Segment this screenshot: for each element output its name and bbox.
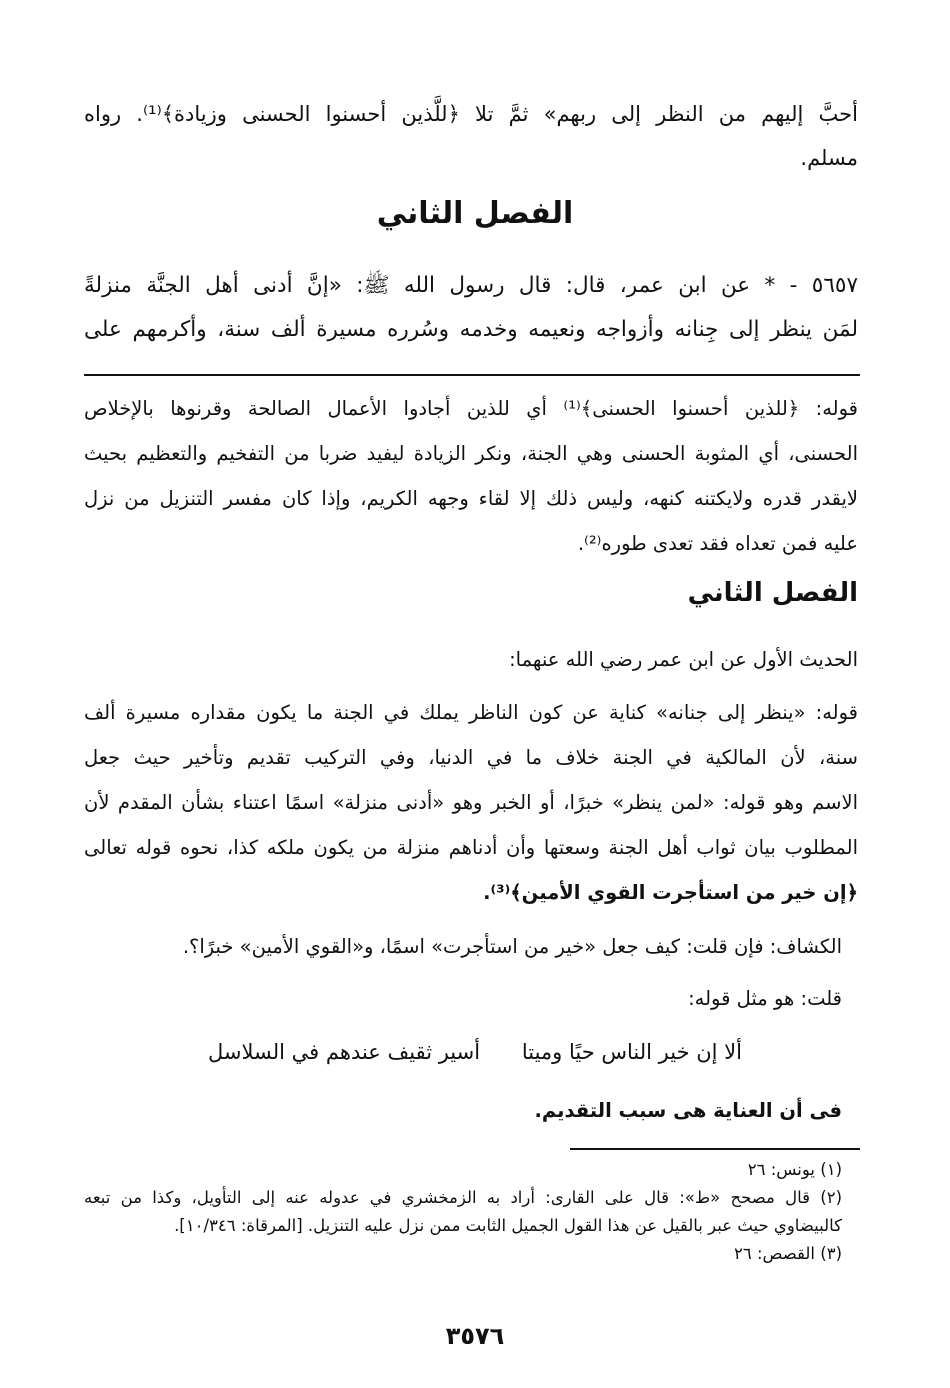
commentary-line: عليه فمن تعداه فقد تعدى طوره⁽²⁾. [577, 532, 858, 555]
commentary-line: لايقدر قدره ولايكتنه كنهه، وليس ذلك إلا لقاء وجهه الكريم، وإذا كان مفسر التنزيل من نزل [84, 487, 858, 510]
page-number: ٣٥٧٦ [445, 1322, 505, 1350]
quran-quote: ﴿إن خير من استأجرت القوي الأمين﴾⁽³⁾. [483, 881, 858, 904]
commentary-line: الاسم وهو قوله: «لمن ينظر» خبرًا، أو الخبر وهو «أدنى منزلة» اسمًا اعتناء بشأن المقدم لأن [84, 791, 858, 814]
footnote: (١) يونس: ٢٦ [747, 1160, 842, 1179]
commentary-block-1 [84, 386, 858, 566]
commentary-line: الحسنى، أي المثوبة الحسنى وهي الجنة، ونكر الزيادة ليفيد ضربا من التفخيم والتعظيم بحيث [84, 442, 858, 465]
sub-section-heading: الفصل الثاني [687, 578, 858, 608]
verse-second-hemistich: أسير ثقيف عندهم في السلاسل [208, 1040, 481, 1064]
answer-block [84, 976, 842, 1021]
kashshaf-text: الكشاف: فإن قلت: كيف جعل «خير من استأجرت» اسمًا، و«القوي الأمين» خبرًا؟. [182, 935, 842, 958]
answer-text: قلت: هو مثل قوله: [688, 987, 842, 1010]
commentary-line: قوله: ﴿للذين أحسنوا الحسنى﴾⁽¹⁾ أي للذين أجادوا الأعمال الصالحة وقرنوها بالإخلاص [84, 397, 858, 420]
hadith-line: لمَن ينظر إلى جِنانه وأزواجه ونعيمه وخدمه وسُرره مسيرة ألف سنة، وأكرمهم على [84, 317, 858, 342]
top-text-line: مسلم. [800, 146, 858, 170]
hadith-line: ٥٦٥٧ - * عن ابن عمر، قال: قال رسول الله ﷺ: «إنَّ أدنى أهل الجنَّة منزلةً [84, 273, 858, 298]
footnote: (٣) القصص: ٢٦ [733, 1244, 842, 1263]
commentary-line: سنة، لأن المالكية في الجنة خلاف ما في الدنيا، وفي التركيب تقديم وتأخير حيث جعل [84, 746, 858, 769]
verse-first-hemistich: ألا إن خير الناس حيًا وميتا [521, 1040, 742, 1064]
main-section-heading: الفصل الثاني [376, 196, 574, 231]
footnotes-block [84, 1156, 842, 1268]
hadith-text-block [84, 264, 858, 352]
footnote: (٢) قال مصحح «ط»: قال على القارى: أراد به الزمخشري في عدوله عنه إلى التأويل، وكذا من تبعه [84, 1188, 842, 1207]
top-text-block [84, 92, 858, 180]
footnote-divider [570, 1148, 860, 1150]
commentary-block-2 [84, 690, 858, 915]
top-text-line: أحبَّ إليهم من النظر إلى ربهم» ثمَّ تلا ﴿للَّذين أحسنوا الحسنى وزيادة﴾⁽¹⁾. رواه [84, 102, 858, 126]
hadith-intro-block [84, 637, 858, 682]
conclusion-block [84, 1088, 842, 1133]
commentary-line: قوله: «ينظر إلى جنانه» كناية عن كون الناظر يملك في الجنة ما يكون مقداره مسيرة ألف [84, 701, 858, 724]
commentary-line: المطلوب بيان ثواب أهل الجنة وسعتها وأن أدناهم منزلة من يكون ملكه كذا، نحوه قوله تعالى [84, 836, 858, 859]
footnote: كالبيضاوي حيث عبر بالقيل عن هذا القول الجميل الثابت ممن نزل عليه التنزيل. [المرقاة: ١٠/٣٤٦]. [174, 1216, 842, 1235]
hadith-intro: الحديث الأول عن ابن عمر رضي الله عنهما: [509, 648, 858, 671]
commentary-divider [84, 374, 860, 376]
kashshaf-block [84, 924, 842, 969]
conclusion-text: فى أن العناية هى سبب التقديم. [534, 1099, 842, 1122]
